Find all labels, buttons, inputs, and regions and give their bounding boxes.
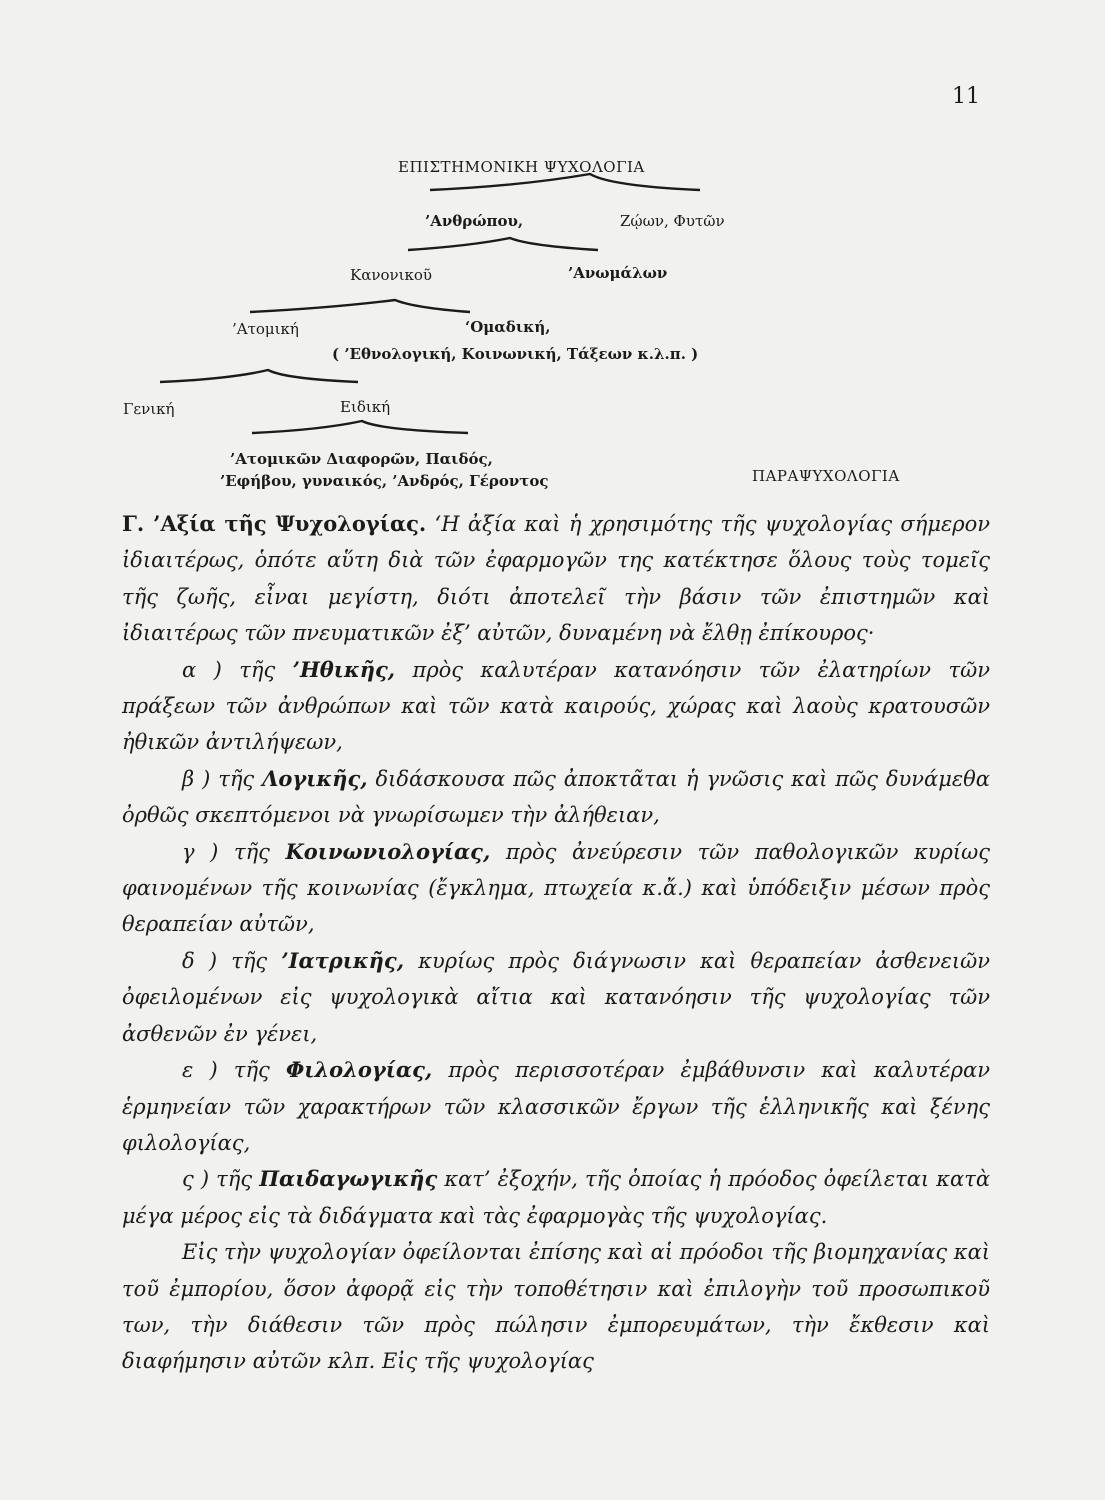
list-item — [122, 834, 990, 943]
section-body — [122, 506, 990, 1380]
list-item — [122, 1052, 990, 1161]
item-term: Κοινωνιολογίας, — [285, 838, 491, 864]
closing-paragraph: Εἰς τὴν ψυχολογίαν ὀφείλονται ἐπίσης καὶ αἱ πρόοδοι τῆς βιομηχανίας καὶ τοῦ ἐμπορίου, ὅσον ἀφορᾷ εἰς τὴν τοποθέτησιν καὶ ἐπιλογὴν τοῦ προσωπικοῦ των, τὴν διάθεσιν τῶν πρὸς πώλησιν ἐμπορευμάτων, τὴν ἔκθεσιν καὶ διαφήμησιν αὐτῶν κλπ. Εἰς τῆς ψυχολογίας — [122, 1240, 990, 1374]
item-letter: δ ) τῆς — [182, 948, 268, 973]
section-heading: Γ. ’Αξία τῆς Ψυχολογίας. — [122, 511, 427, 536]
item-text: κατ’ ἐξοχήν, τῆς ὁποίας ἡ πρόοδος ὀφείλεται κατὰ μέγα μέρος εἰς τὰ διδάγματα καὶ τὰς ἐφαρμογὰς τῆς ψυχολογίας. — [122, 1167, 990, 1228]
brace-root — [430, 174, 700, 190]
item-term: Φιλολογίας, — [285, 1057, 433, 1083]
diagram-individual-label: ’Ατομική — [232, 320, 299, 338]
brace-special — [252, 421, 468, 433]
item-text: πρὸς ἀνεύρεσιν τῶν παθολογικῶν κυρίως φαινομένων τῆς κοινωνίας (ἔγκλημα, πτωχεία κ.ἄ.) καὶ ὑπόδειξιν μέσων πρὸς θεραπείαν αὐτῶν, — [122, 839, 990, 937]
section-intro-text: ‘Η ἀξία καὶ ἡ χρησιμότης τῆς ψυχολογίας σήμερον ἰδιαιτέρως, ὁπότε αὕτη διὰ τῶν ἐφαρμογῶν της κατέκτησε ὅλους τοὺς τομεῖς τῆς ζωῆς, εἶναι μεγίστη, διότι ἀποτελεῖ τὴν βάσιν τῶν ἐπιστημῶν καὶ ἰδιαιτέρως τῶν πνευματικῶν ἐξ’ αὐτῶν, δυναμένη νὰ ἔλθῃ ἐπίκουρος· — [122, 512, 991, 646]
list-item — [122, 652, 990, 761]
item-letter: β ) τῆς — [182, 766, 255, 791]
diagram-general-label: Γενική — [123, 400, 175, 418]
item-letter: γ ) τῆς — [182, 839, 270, 864]
list-item — [122, 943, 990, 1052]
diagram-special-list-line2: ’Εφήβου, γυναικός, ’Ανδρός, Γέροντος — [220, 472, 549, 490]
diagram-parapsychology-label: ΠΑΡΑΨΥΧΟΛΟΓΙΑ — [752, 467, 900, 485]
diagram-special-list-line1: ’Ατομικῶν Διαφορῶν, Παιδός, — [230, 450, 493, 468]
item-text: διδάσκουσα πῶς ἀποκτᾶται ἡ γνῶσις καὶ πῶς δυνάμεθα ὀρθῶς σκεπτόμενοι νὰ γνωρίσωμεν τὴν ἀλήθειαν, — [122, 766, 990, 828]
diagram-animals-plants-label: Ζῴων, Φυτῶν — [620, 212, 725, 230]
brace-human — [408, 238, 598, 250]
item-text: κυρίως πρὸς διάγνωσιν καὶ θεραπείαν ἀσθενειῶν ὀφειλομένων εἰς ψυχολογικὰ αἴτια καὶ κατανόησιν τῆς ψυχολογίας τῶν ἀσθενῶν ἐν γένει, — [122, 948, 990, 1046]
item-letter: ς ) τῆς — [182, 1167, 253, 1192]
item-term: Λογικῆς, — [262, 765, 368, 791]
diagram-special-label: Ειδική — [340, 398, 391, 416]
brace-normal — [250, 300, 470, 312]
list-item — [122, 1161, 990, 1234]
item-letter: ε ) τῆς — [182, 1058, 270, 1083]
item-term: Παιδαγωγικῆς — [259, 1166, 438, 1192]
item-term: ’Ιατρικῆς, — [281, 947, 405, 973]
diagram-group-subtypes: ( ’Εθνολογική, Κοινωνική, Τάξεων κ.λ.π. ) — [332, 345, 699, 363]
item-text: πρὸς καλυτέραν κατανόησιν τῶν ἐλατηρίων τῶν πράξεων τῶν ἀνθρώπων καὶ τῶν κατὰ καιρούς, χώρας καὶ λαοὺς κρατουσῶν ἠθικῶν ἀντιλήψεων, — [122, 657, 990, 755]
item-term: ’Ηθικῆς, — [292, 656, 396, 682]
brace-individual — [160, 370, 358, 382]
diagram-brace-lines — [0, 0, 1105, 500]
page-number: 11 — [952, 84, 980, 109]
list-item — [122, 761, 990, 834]
diagram-human-label: ’Ανθρώπου, — [425, 212, 524, 230]
diagram-root-label: ΕΠΙΣΤΗΜΟΝΙΚΗ ΨΥΧΟΛΟΓΙΑ — [398, 158, 645, 176]
section-intro-paragraph — [122, 506, 990, 652]
item-text: πρὸς περισσοτέραν ἐμβάθυνσιν καὶ καλυτέραν ἑρμηνείαν τῶν χαρακτήρων τῶν κλασσικῶν ἔργων τῆς ἑλληνικῆς καὶ ξένης φιλολογίας, — [122, 1058, 990, 1155]
diagram-abnormal-label: ’Ανωμάλων — [568, 264, 668, 282]
diagram-normal-label: Κανονικοῦ — [350, 266, 433, 284]
item-letter: α ) τῆς — [182, 657, 276, 682]
diagram-group-label: ‘Ομαδική, — [465, 318, 551, 336]
